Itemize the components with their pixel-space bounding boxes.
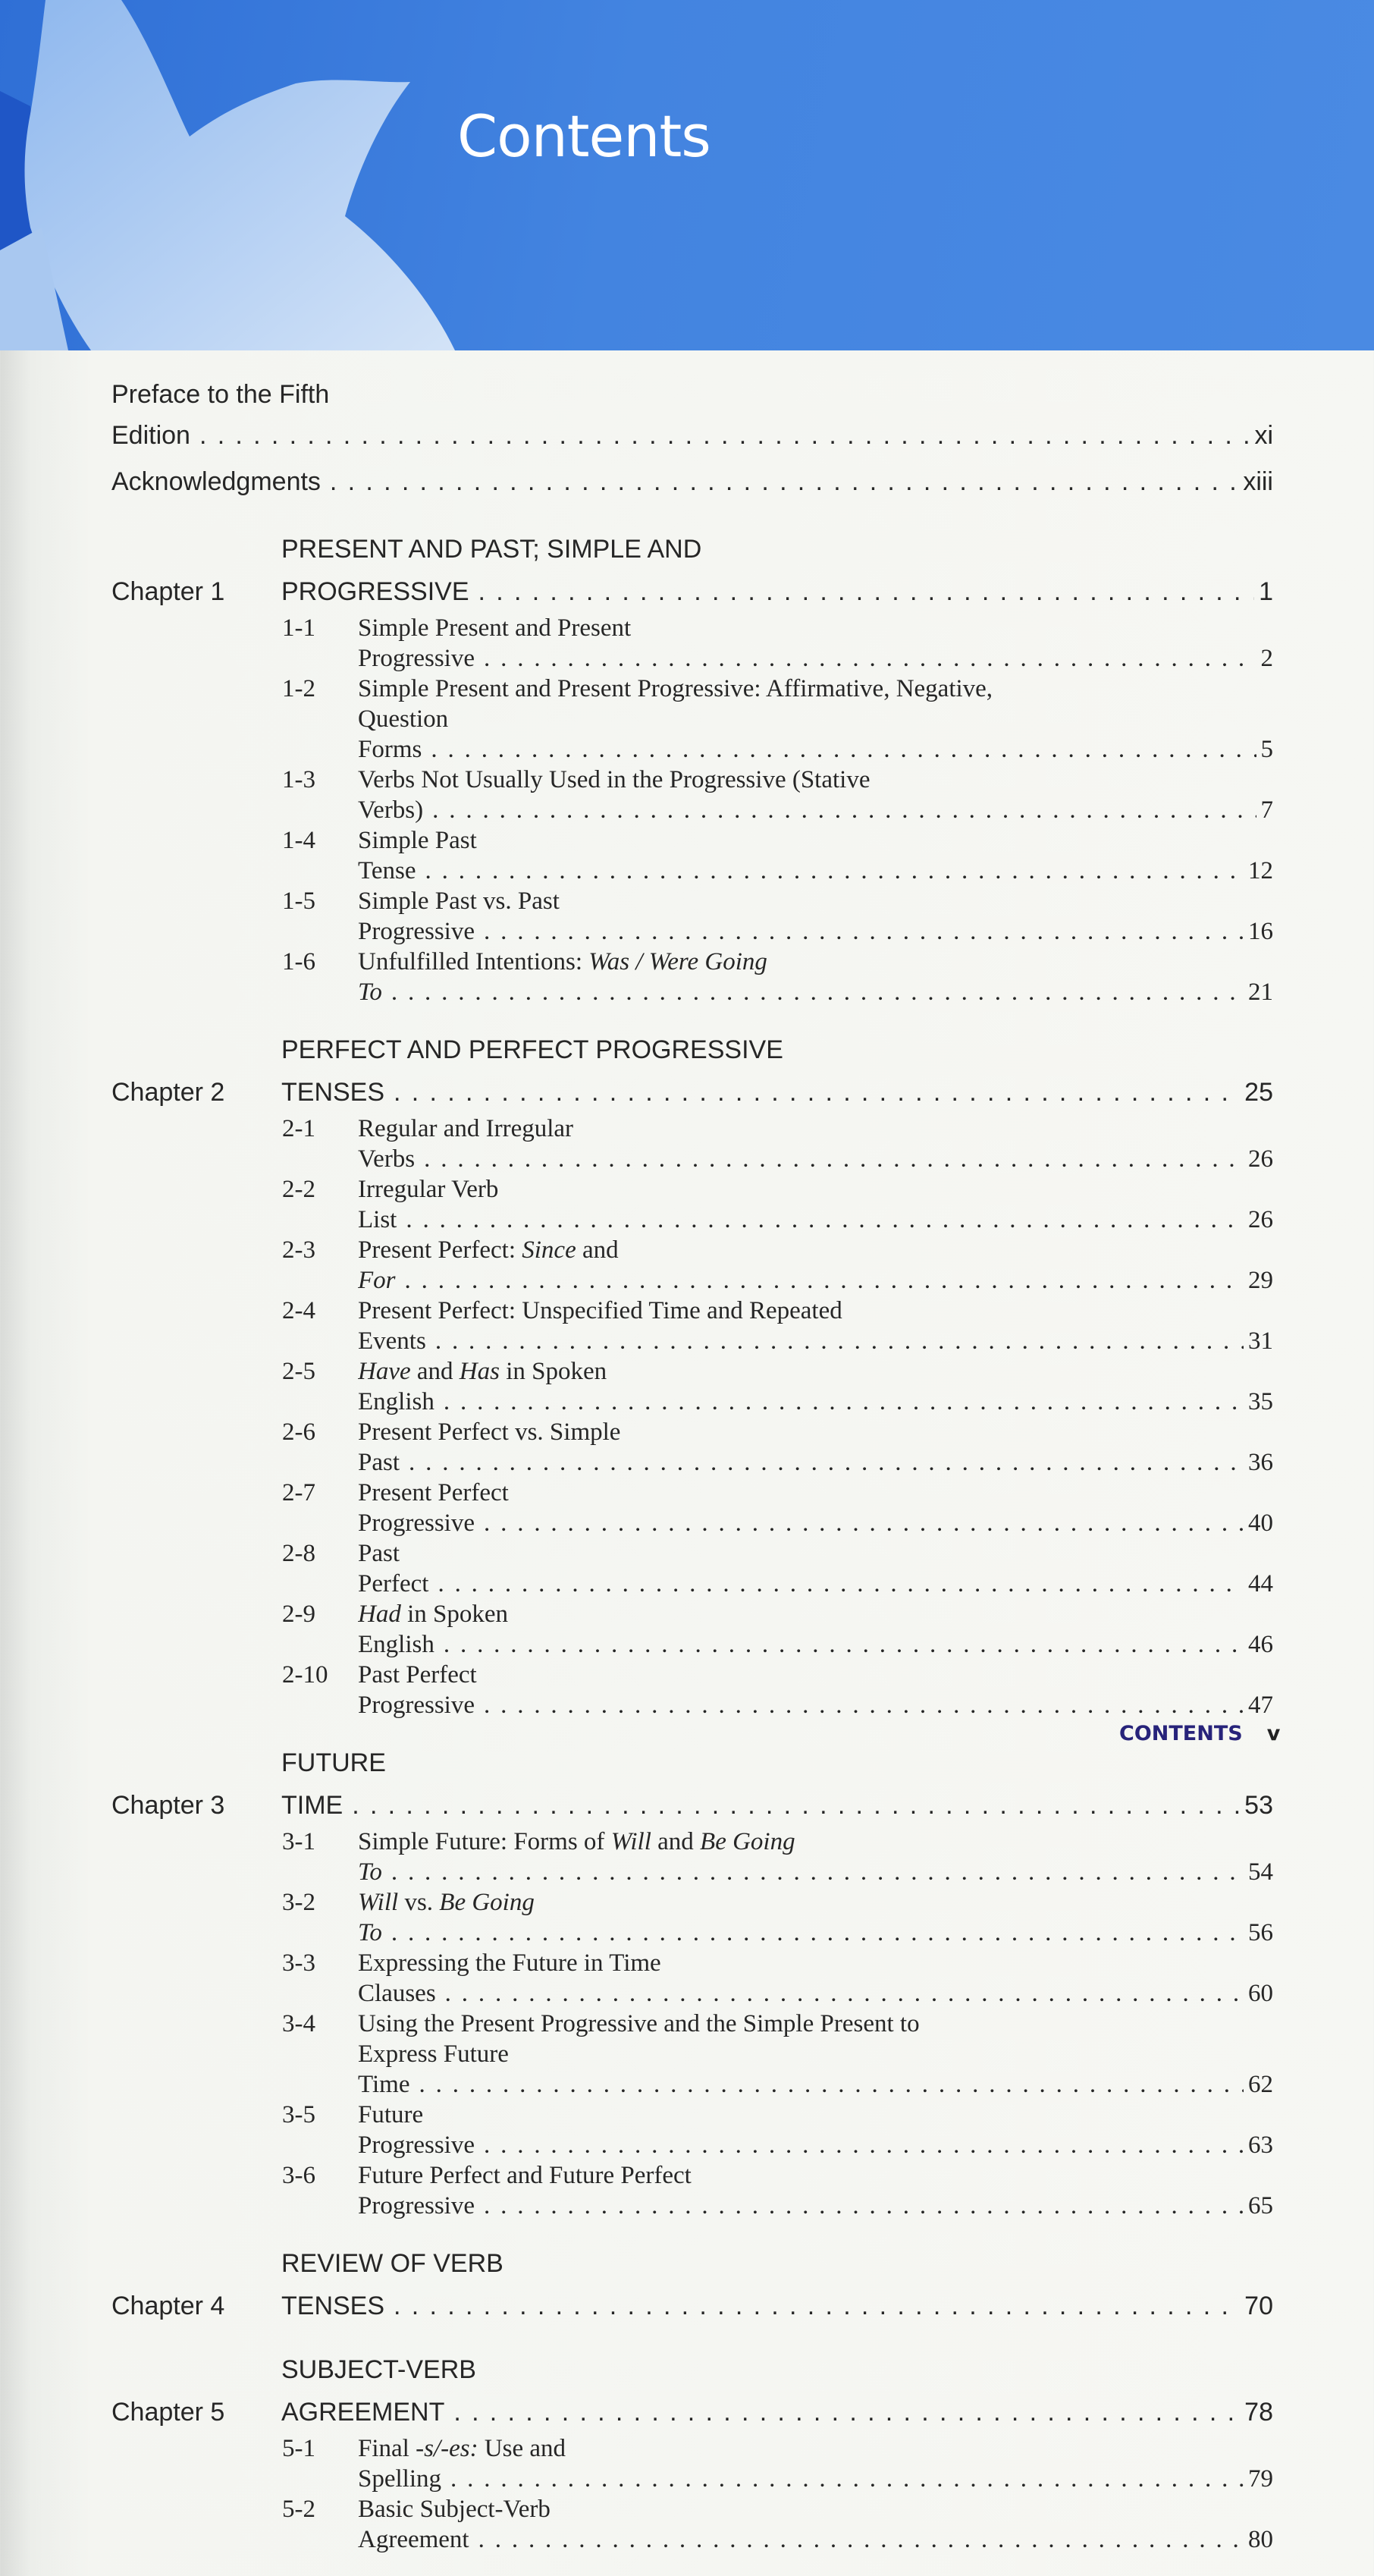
- chapter-heading[interactable]: [111, 528, 1273, 613]
- section-title-italic: Be Going To: [358, 1828, 795, 1886]
- section-title: [358, 674, 1256, 765]
- section-title-text: and: [410, 1358, 460, 1385]
- page-number: 1: [1259, 577, 1273, 606]
- toc-entry-preface[interactable]: [111, 380, 1273, 456]
- chapter-title-cell: [281, 1742, 1240, 1827]
- section-number: 3-3: [282, 1949, 315, 1977]
- section-number: 2-6: [282, 1418, 315, 1446]
- section-title-text: Expressing the Future in Time Clauses: [358, 1949, 661, 2007]
- page-number: 53: [1244, 1791, 1273, 1820]
- section-title-italic: Will: [610, 1828, 651, 1855]
- page-number: 31: [1248, 1327, 1273, 1355]
- chapter-title-cell: [281, 1029, 1240, 1114]
- section-entry[interactable]: [111, 2009, 1273, 2100]
- page-number: 36: [1248, 1449, 1273, 1476]
- page-number: 46: [1248, 1631, 1273, 1658]
- section-title-text: Simple Past vs. Past Progressive: [358, 887, 560, 945]
- page-number: 65: [1248, 2192, 1273, 2219]
- dot-leader: [475, 1692, 1244, 1719]
- section-title: [358, 1235, 1244, 1296]
- chapter-block: [111, 1742, 1273, 2221]
- entry-title: Acknowledgments: [111, 467, 321, 496]
- section-entry[interactable]: [111, 886, 1273, 947]
- chapter-block: [111, 2348, 1273, 2555]
- section-title-text: Simple Past Tense: [358, 827, 477, 884]
- section-entry[interactable]: [111, 947, 1273, 1007]
- dot-leader: [190, 421, 1250, 450]
- dot-leader: [426, 1327, 1244, 1355]
- toc-entry-acknowledgments[interactable]: [111, 456, 1273, 502]
- section-title-text: vs.: [398, 1889, 440, 1916]
- section-title: [358, 1417, 1244, 1478]
- dot-leader: [343, 1791, 1240, 1820]
- dot-leader: [415, 1145, 1244, 1173]
- section-title-italic: -s/-es:: [416, 2435, 478, 2462]
- chapter-title-cell: [281, 528, 1254, 613]
- page-number: 44: [1248, 1570, 1273, 1597]
- page-number: 62: [1248, 2071, 1273, 2098]
- section-number: 2-4: [282, 1297, 315, 1324]
- section-title: [358, 1660, 1244, 1720]
- section-title-italic: Has: [459, 1358, 500, 1385]
- section-entry[interactable]: [111, 2433, 1273, 2494]
- section-title: [358, 1538, 1244, 1599]
- section-title-text: Question Forms: [358, 705, 449, 763]
- section-title-italic: Will: [358, 1889, 399, 1916]
- section-title-text: Past Perfect: [358, 1540, 429, 1597]
- page-number: 54: [1248, 1858, 1273, 1886]
- section-number: 5-1: [282, 2435, 315, 2462]
- section-title-text: Present Perfect:: [358, 1236, 522, 1264]
- page-number: 16: [1248, 918, 1273, 945]
- page-number: 63: [1248, 2131, 1273, 2159]
- page-number: 79: [1248, 2465, 1273, 2493]
- section-title-text: in Spoken English: [358, 1358, 607, 1415]
- chapter-title: SUBJECT-VERB AGREEMENT: [281, 2355, 476, 2427]
- section-entry[interactable]: [111, 2100, 1273, 2160]
- chapter-block: [111, 2242, 1273, 2327]
- chapter-block: [111, 1029, 1273, 1720]
- dot-leader: [434, 1388, 1244, 1415]
- section-number: 3-1: [282, 1828, 315, 1855]
- dot-leader: [475, 1509, 1244, 1537]
- dot-leader: [396, 1267, 1244, 1294]
- section-number: 1-6: [282, 948, 315, 975]
- front-matter: [111, 380, 1273, 502]
- section-title-text: Irregular Verb List: [358, 1176, 499, 1233]
- chapter-heading[interactable]: [111, 1029, 1273, 1114]
- section-entry[interactable]: [111, 1478, 1273, 1538]
- page-number: 21: [1248, 979, 1273, 1006]
- section-title-italic: Had: [358, 1601, 401, 1628]
- section-title-text: Use and Spelling: [358, 2435, 566, 2493]
- dot-leader: [444, 2398, 1240, 2427]
- section-title-text: Using the Present Progressive and the Simple Present to: [358, 2010, 920, 2037]
- page-number: xi: [1254, 421, 1273, 450]
- dot-leader: [469, 577, 1255, 606]
- dot-leader: [400, 1449, 1244, 1476]
- section-entry[interactable]: [111, 1174, 1273, 1235]
- page-number: 26: [1248, 1145, 1273, 1173]
- section-title: [358, 1599, 1244, 1660]
- section-entry[interactable]: [111, 1887, 1273, 1948]
- dot-leader: [428, 1570, 1244, 1597]
- dot-leader: [436, 1980, 1244, 2007]
- page-number: 35: [1248, 1388, 1273, 1415]
- section-entry[interactable]: [111, 1235, 1273, 1296]
- dot-leader: [441, 2465, 1244, 2493]
- page-number: 70: [1244, 2292, 1273, 2320]
- section-entry[interactable]: [111, 1114, 1273, 1174]
- section-title: [358, 1887, 1244, 1948]
- section-number: 2-5: [282, 1358, 315, 1385]
- section-title: [358, 1478, 1244, 1538]
- section-number: 2-1: [282, 1115, 315, 1142]
- section-number: 1-5: [282, 887, 315, 915]
- page-number: 5: [1260, 736, 1273, 763]
- section-entry[interactable]: [111, 765, 1273, 825]
- chapter-title: FUTURE TIME: [281, 1748, 386, 1820]
- page-title: Contents: [457, 102, 711, 170]
- section-title-text: Simple Present and Present Progressive: [358, 614, 632, 672]
- dot-leader: [409, 2071, 1244, 2098]
- section-entry[interactable]: [111, 1599, 1273, 1660]
- section-title-text: Verbs Not Usually Used in the Progressive (Stative Verbs): [358, 766, 871, 824]
- chapter-label: Chapter 4: [111, 2292, 225, 2320]
- table-of-contents: [111, 380, 1273, 2576]
- chapter-label: Chapter 3: [111, 1791, 225, 1820]
- section-title: [358, 2160, 1244, 2221]
- section-title: [358, 825, 1244, 886]
- dot-leader: [321, 467, 1238, 496]
- section-title: [358, 1296, 1244, 1356]
- section-title: [358, 1827, 1244, 1887]
- section-title-italic: Was / Were Going To: [358, 948, 767, 1006]
- dot-leader: [475, 2192, 1244, 2219]
- dot-leader: [382, 979, 1244, 1006]
- bird-illustration-icon: [0, 0, 1374, 350]
- page-number: 26: [1248, 1206, 1273, 1233]
- section-entry[interactable]: [111, 1827, 1273, 1887]
- section-entry[interactable]: [111, 613, 1273, 674]
- chapter-title: REVIEW OF VERB TENSES: [281, 2249, 503, 2320]
- section-title: [358, 765, 1256, 825]
- section-title-italic: Since: [522, 1236, 576, 1264]
- dot-leader: [416, 857, 1244, 884]
- page-number: 80: [1248, 2526, 1273, 2553]
- section-title: [358, 1948, 1244, 2009]
- section-number: 3-2: [282, 1889, 315, 1916]
- chapter-title: PRESENT AND PAST; SIMPLE AND PROGRESSIVE: [281, 535, 702, 606]
- section-title-text: Present Perfect vs. Simple Past: [358, 1418, 621, 1476]
- section-title-text: Present Perfect Progressive: [358, 1479, 509, 1537]
- section-title: [358, 1114, 1244, 1174]
- section-title: [358, 2433, 1244, 2494]
- dot-leader: [434, 1631, 1244, 1658]
- chapter-block: [111, 528, 1273, 1007]
- section-title-text: Future Perfect and Future Perfect Progressive: [358, 2162, 692, 2219]
- section-number: 2-9: [282, 1601, 315, 1628]
- dot-leader: [397, 1206, 1244, 1233]
- chapter-title: PERFECT AND PERFECT PROGRESSIVE TENSES: [281, 1035, 783, 1107]
- dot-leader: [384, 2292, 1240, 2320]
- page-number: 56: [1248, 1919, 1273, 1946]
- page-number: 29: [1248, 1267, 1273, 1294]
- chapter-heading[interactable]: [111, 2348, 1273, 2433]
- section-title: [358, 947, 1244, 1007]
- section-number: 3-5: [282, 2101, 315, 2128]
- chapter-title-cell: [281, 2242, 1240, 2327]
- section-title: [358, 2494, 1244, 2555]
- section-title-text: Express Future Time: [358, 2040, 509, 2098]
- section-title: [358, 1356, 1244, 1417]
- section-title: [358, 613, 1256, 674]
- page-number: 78: [1244, 2398, 1273, 2427]
- dot-leader: [469, 2526, 1244, 2553]
- section-title: [358, 2100, 1244, 2160]
- section-entry[interactable]: [111, 1660, 1273, 1720]
- dot-leader: [422, 736, 1256, 763]
- dot-leader: [384, 1078, 1240, 1107]
- section-title-text: Basic Subject-Verb Agreement: [358, 2496, 551, 2553]
- section-entry[interactable]: [111, 2494, 1273, 2555]
- page-number: 47: [1248, 1692, 1273, 1719]
- page-footer: [1119, 1722, 1280, 1745]
- page-number: 7: [1260, 796, 1273, 824]
- header-banner: [0, 0, 1374, 350]
- folio: v: [1266, 1722, 1281, 1745]
- section-title-text: in Spoken English: [358, 1601, 509, 1658]
- section-entry[interactable]: [111, 1296, 1273, 1356]
- section-title-text: Final: [358, 2435, 416, 2462]
- section-entry[interactable]: [111, 2160, 1273, 2221]
- section-number: 2-10: [282, 1661, 328, 1689]
- section-title-text: and: [651, 1828, 701, 1855]
- page-number: 60: [1248, 1980, 1273, 2007]
- section-title: [358, 1174, 1244, 1235]
- chapter-title-cell: [281, 2348, 1240, 2433]
- section-number: 1-4: [282, 827, 315, 854]
- section-title: [358, 886, 1244, 947]
- page-number: xiii: [1243, 467, 1273, 496]
- section-title-text: Present Perfect: Unspecified Time and Repeated Events: [358, 1297, 842, 1355]
- section-title-italic: Be Going To: [358, 1889, 535, 1946]
- section-number: 3-6: [282, 2162, 315, 2189]
- section-title: [358, 2009, 1244, 2100]
- page-number: 40: [1248, 1509, 1273, 1537]
- section-number: 1-3: [282, 766, 315, 793]
- entry-title: Preface to the Fifth Edition: [111, 380, 330, 450]
- section-entry[interactable]: [111, 1538, 1273, 1599]
- section-number: 2-3: [282, 1236, 315, 1264]
- chapter-label: Chapter 1: [111, 577, 225, 606]
- page-number: 12: [1248, 857, 1273, 884]
- chapter-heading[interactable]: [111, 1742, 1273, 1827]
- section-entry[interactable]: [111, 1417, 1273, 1478]
- chapter-heading[interactable]: [111, 2242, 1273, 2327]
- dot-leader: [475, 645, 1256, 672]
- section-number: 2-7: [282, 1479, 315, 1506]
- section-entry[interactable]: [111, 825, 1273, 886]
- section-title-italic: For: [358, 1267, 396, 1294]
- dot-leader: [475, 918, 1244, 945]
- dot-leader: [382, 1919, 1244, 1946]
- chapter-label: Chapter 5: [111, 2398, 225, 2427]
- dot-leader: [475, 2131, 1244, 2159]
- running-head: CONTENTS: [1119, 1722, 1243, 1745]
- page-number: 2: [1260, 645, 1273, 672]
- chapter-label: Chapter 2: [111, 1078, 225, 1107]
- section-title-text: Future Progressive: [358, 2101, 475, 2159]
- dot-leader: [423, 796, 1256, 824]
- section-number: 3-4: [282, 2010, 315, 2037]
- section-entry[interactable]: [111, 1948, 1273, 2009]
- section-title-text: Simple Future: Forms of: [358, 1828, 611, 1855]
- section-entry[interactable]: [111, 1356, 1273, 1417]
- section-number: 1-2: [282, 675, 315, 702]
- section-title-italic: Have: [358, 1358, 411, 1385]
- section-entry[interactable]: [111, 674, 1273, 765]
- section-title-text: Simple Present and Present Progressive: Affirmative, Negative,: [358, 675, 993, 702]
- section-number: 5-2: [282, 2496, 315, 2523]
- section-title-text: Past Perfect Progressive: [358, 1661, 477, 1719]
- dot-leader: [382, 1858, 1244, 1886]
- section-title-text: Unfulfilled Intentions:: [358, 948, 589, 975]
- section-number: 2-8: [282, 1540, 315, 1567]
- section-number: 2-2: [282, 1176, 315, 1203]
- section-number: 1-1: [282, 614, 315, 642]
- page-number: 25: [1244, 1078, 1273, 1107]
- section-title-text: Regular and Irregular Verbs: [358, 1115, 574, 1173]
- section-title-text: and: [576, 1236, 619, 1264]
